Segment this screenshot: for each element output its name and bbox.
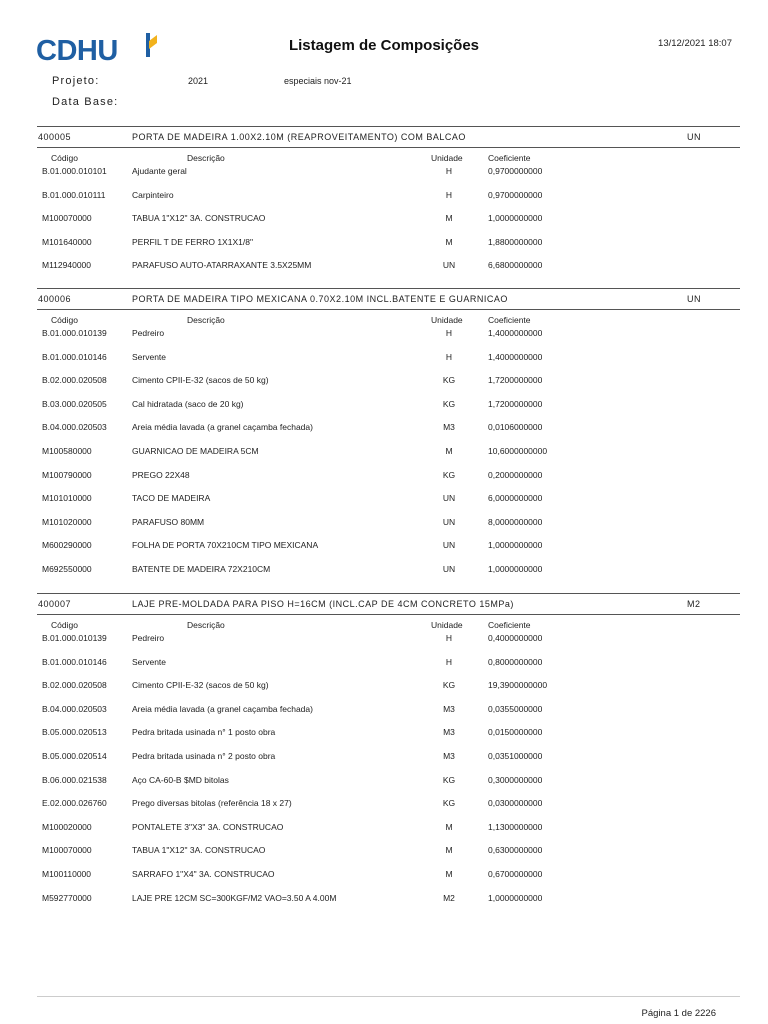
item-description: Pedreiro [132,328,165,338]
item-coefficient: 0,6700000000 [488,869,543,879]
item-code: M101020000 [42,516,92,527]
item-coefficient: 0,6300000000 [488,845,543,856]
item-description: Servente [132,656,167,667]
item-coefficient: 0,0300000000 [488,798,543,809]
table-row [0,798,768,810]
data-base-label: Data Base: [52,96,119,108]
item-unit: UN [442,516,456,527]
item-code: M100070000 [42,213,92,224]
item-unit: H [445,189,453,200]
item-unit: KG [442,469,456,480]
item-coefficient: 8,0000000000 [488,516,543,527]
table-row [0,399,768,411]
column-header-coef: Coeficiente [488,153,531,163]
item-coefficient: 19,3900000000 [488,680,548,691]
item-unit: H [445,166,453,176]
table-row [0,564,768,576]
item-unit: M2 [443,892,455,903]
item-description: Cal hidratada (saco de 20 kg) [132,398,244,409]
item-coefficient: 1,1300000000 [488,821,543,832]
item-description: Areia média lavada (a granel caçamba fechada) [132,703,313,714]
item-description: TABUA 1"X12" 3A. CONSTRUCAO [132,845,266,856]
item-coefficient: 0,0351000000 [488,751,543,761]
item-code: M100070000 [42,845,92,856]
composition-code: 400006 [38,294,72,304]
item-coefficient: 1,4000000000 [488,328,543,338]
item-coefficient: 1,7200000000 [488,375,543,386]
item-code: B.01.000.010101 [42,166,107,176]
item-coefficient: 0,9700000000 [488,189,543,200]
item-code: B.01.000.010139 [42,328,107,338]
item-code: M101640000 [42,236,92,247]
table-row [0,822,768,834]
table-row [0,328,768,340]
item-description: PREGO 22X48 [132,469,190,480]
item-description: SARRAFO 1"X4" 3A. CONSTRUCAO [132,869,275,879]
item-coefficient: 0,0355000000 [488,703,543,714]
item-code: B.03.000.020505 [42,398,107,409]
composition-description: LAJE PRE-MOLDADA PARA PISO H=16CM (INCL.CAP DE 4CM CONCRETO 15MPa) [132,599,514,609]
item-description: BATENTE DE MADEIRA 72X210CM [132,564,271,574]
item-code: M592770000 [42,892,92,903]
item-code: B.01.000.010146 [42,351,107,362]
item-description: Cimento CPII-E-32 (sacos de 50 kg) [132,680,269,691]
table-row [0,166,768,178]
composition-description: PORTA DE MADEIRA TIPO MEXICANA 0.70X2.10M INCL.BATENTE E GUARNICAO [132,294,508,304]
item-code: M600290000 [42,540,92,551]
table-row [0,845,768,857]
item-code: M100020000 [42,821,92,832]
item-description: Carpinteiro [132,189,174,200]
item-code: B.02.000.020508 [42,375,107,386]
column-header-unit: Unidade [431,315,463,325]
item-code: B.06.000.021538 [42,774,107,785]
table-row [0,893,768,905]
item-coefficient: 1,0000000000 [488,213,543,224]
item-unit: KG [442,680,456,691]
projeto-label: Projeto: [52,75,100,87]
item-unit: M [445,869,453,879]
item-unit: UN [442,493,456,504]
table-row [0,680,768,692]
item-unit: M [445,213,453,224]
column-header-unit: Unidade [431,620,463,630]
composition-header [37,593,740,615]
item-unit: UN [442,564,456,574]
item-description: PERFIL T DE FERRO 1X1X1/8" [132,236,253,247]
item-description: FOLHA DE PORTA 70X210CM TIPO MEXICANA [132,540,319,551]
composition-header [37,288,740,310]
item-coefficient: 0,0150000000 [488,727,543,738]
projeto-year: 2021 [188,76,209,86]
item-unit: H [445,328,453,338]
item-description: LAJE PRE 12CM SC=300KGF/M2 VAO=3.50 A 4.00M [132,892,337,903]
item-coefficient: 6,6800000000 [488,260,543,271]
projeto-name: especiais nov-21 [284,76,352,86]
column-header-code: Código [51,153,78,163]
column-header-coef: Coeficiente [488,620,531,630]
item-coefficient: 1,0000000000 [488,540,543,551]
composition-description: PORTA DE MADEIRA 1.00X2.10M (REAPROVEITAMENTO) COM BALCAO [132,132,466,142]
item-coefficient: 1,0000000000 [488,564,543,574]
item-description: Ajudante geral [132,166,187,176]
table-row [0,352,768,364]
item-unit: M [445,236,453,247]
column-header-description: Descrição [187,153,225,163]
item-unit: M3 [443,751,455,761]
composition-code: 400007 [38,599,72,609]
item-coefficient: 6,0000000000 [488,493,543,504]
column-header-description: Descrição [187,315,225,325]
table-row [0,422,768,434]
item-code: M101010000 [42,493,92,504]
table-row [0,493,768,505]
item-coefficient: 0,2000000000 [488,469,543,480]
item-code: M112940000 [42,260,91,271]
item-code: E.02.000.026760 [42,798,107,809]
composition-unit: UN [687,294,701,304]
item-coefficient: 0,0106000000 [488,422,543,433]
item-unit: H [445,351,453,362]
item-coefficient: 0,4000000000 [488,633,543,643]
footer-divider [37,996,740,997]
composition-code: 400005 [38,132,72,142]
item-unit: UN [442,540,456,551]
item-unit: UN [442,260,456,271]
item-coefficient: 1,8800000000 [488,236,543,247]
item-unit: KG [442,774,456,785]
item-unit: M [445,446,453,456]
item-unit: KG [442,375,456,386]
composition-unit: UN [687,132,701,142]
page-title: Listagem de Composições [288,37,480,54]
item-unit: KG [442,798,456,809]
item-unit: KG [442,398,456,409]
table-row [0,704,768,716]
item-unit: M3 [443,703,455,714]
column-header-coef: Coeficiente [488,315,531,325]
table-row [0,470,768,482]
item-code: B.04.000.020503 [42,703,107,714]
report-datetime: 13/12/2021 18:07 [658,38,732,49]
item-unit: H [445,656,453,667]
item-description: Cimento CPII-E-32 (sacos de 50 kg) [132,375,269,386]
table-row [0,260,768,272]
table-row [0,633,768,645]
table-row [0,727,768,739]
table-row [0,775,768,787]
item-coefficient: 1,7200000000 [488,398,543,409]
item-code: B.01.000.010139 [42,633,107,643]
table-row [0,657,768,669]
composition-unit: M2 [687,599,701,609]
composition-header [37,126,740,148]
item-description: Servente [132,351,167,362]
item-coefficient: 0,8000000000 [488,656,543,667]
table-row [0,517,768,529]
item-description: PARAFUSO 80MM [132,516,205,527]
item-coefficient: 1,4000000000 [488,351,543,362]
item-description: TABUA 1"X12" 3A. CONSTRUCAO [132,213,266,224]
column-header-code: Código [51,315,78,325]
item-code: B.05.000.020513 [42,727,107,738]
column-header-code: Código [51,620,78,630]
table-row [0,540,768,552]
table-row [0,237,768,249]
item-code: B.02.000.020508 [42,680,107,691]
item-description: Pedra britada usinada n° 1 posto obra [132,727,276,738]
table-row [0,869,768,881]
item-description: PARAFUSO AUTO-ATARRAXANTE 3.5X25MM [132,260,312,271]
item-description: Pedreiro [132,633,165,643]
item-unit: M [445,821,453,832]
item-code: M100110000 [42,869,91,879]
table-row [0,190,768,202]
item-description: Prego diversas bitolas (referência 18 x 27) [132,798,292,809]
item-description: TACO DE MADEIRA [132,493,211,504]
item-description: GUARNICAO DE MADEIRA 5CM [132,446,259,456]
item-description: Aço CA-60-B $MD bitolas [132,774,229,785]
column-header-description: Descrição [187,620,225,630]
item-description: PONTALETE 3"X3" 3A. CONSTRUCAO [132,821,284,832]
item-code: B.01.000.010111 [42,189,106,200]
table-row [0,751,768,763]
page-number: Página 1 de 2226 [641,1008,716,1019]
table-row [0,446,768,458]
item-unit: M3 [443,422,455,433]
item-description: Pedra britada usinada n° 2 posto obra [132,751,276,761]
item-description: Areia média lavada (a granel caçamba fechada) [132,422,313,433]
item-code: M100580000 [42,446,92,456]
item-code: M100790000 [42,469,92,480]
table-row [0,375,768,387]
table-row [0,213,768,225]
item-unit: M [445,845,453,856]
item-code: B.04.000.020503 [42,422,107,433]
item-unit: M3 [443,727,455,738]
column-header-unit: Unidade [431,153,463,163]
item-code: B.01.000.010146 [42,656,107,667]
item-coefficient: 10,6000000000 [488,446,548,456]
item-code: M692550000 [42,564,92,574]
item-code: B.05.000.020514 [42,751,107,761]
item-unit: H [445,633,453,643]
item-coefficient: 0,9700000000 [488,166,543,176]
item-coefficient: 0,3000000000 [488,774,543,785]
item-coefficient: 1,0000000000 [488,892,543,903]
logo-text: CDHU [36,35,118,67]
